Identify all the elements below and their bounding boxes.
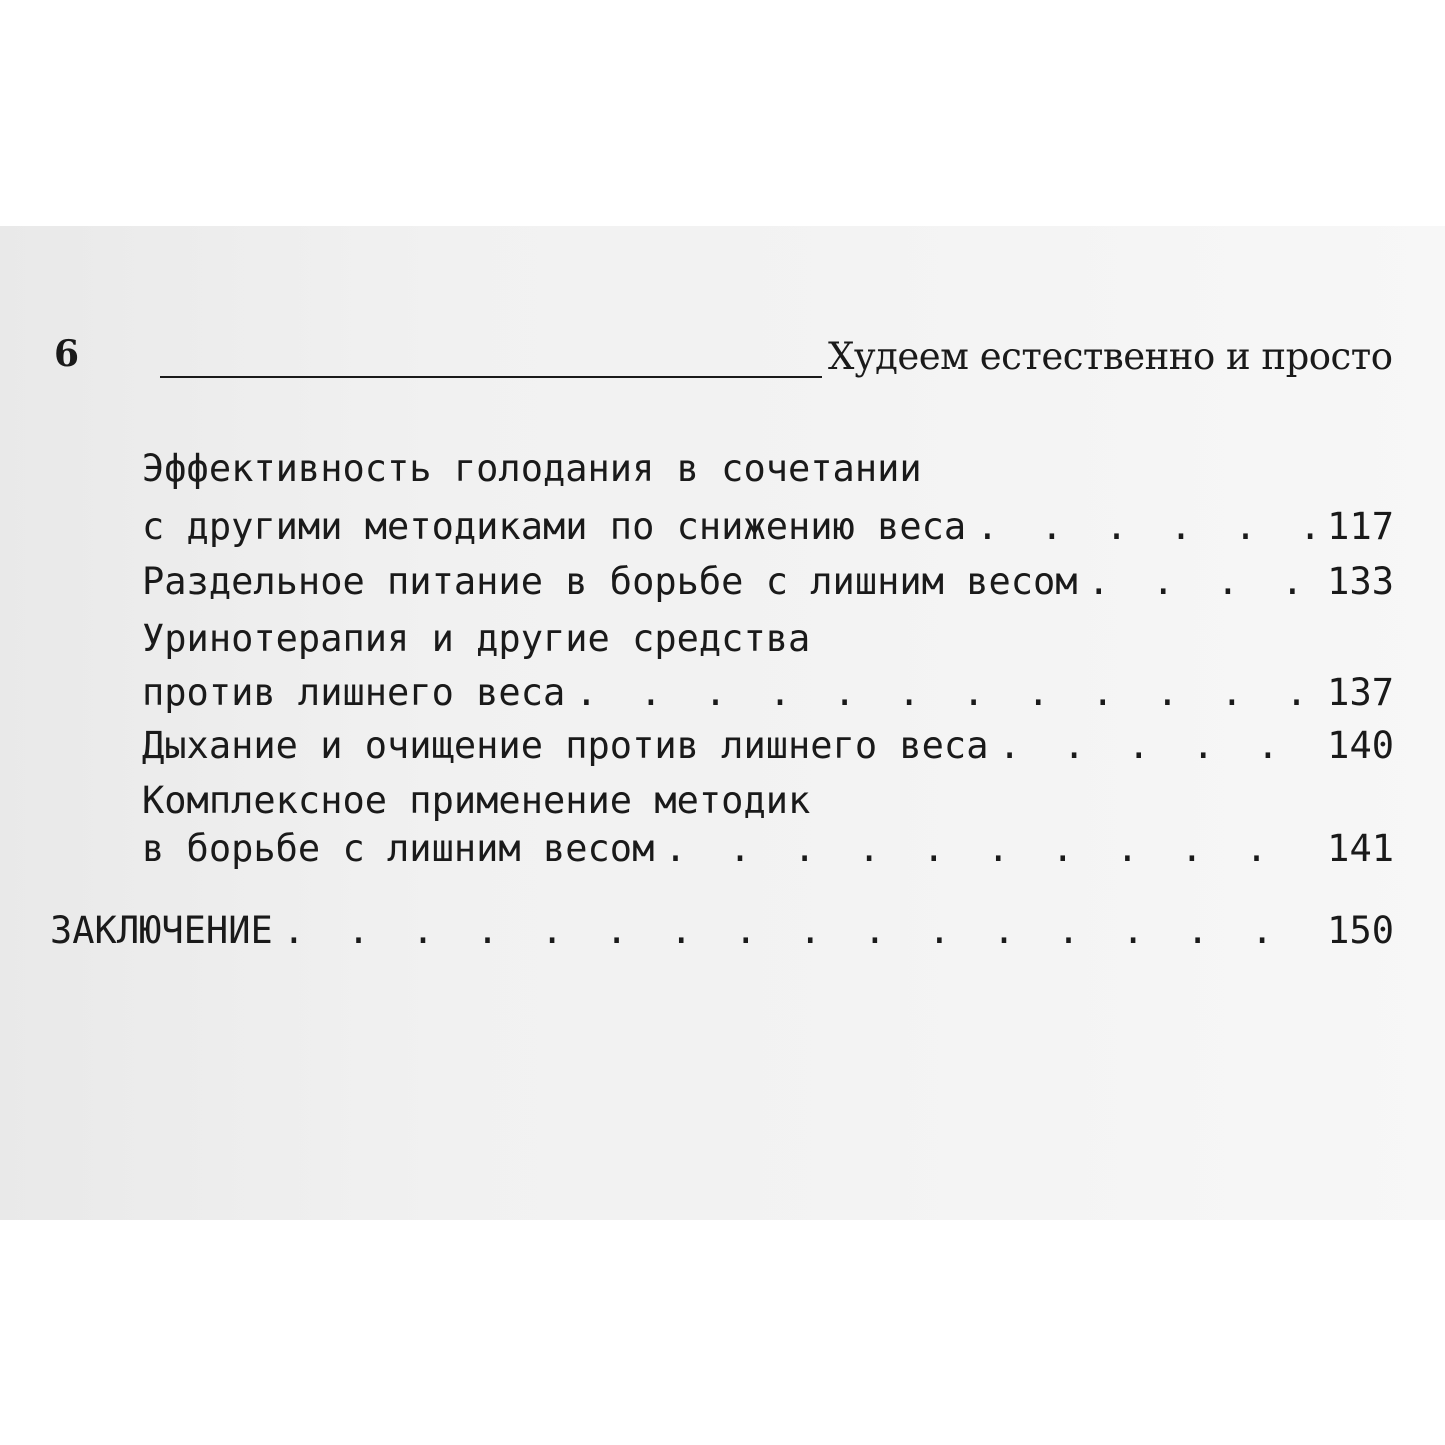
toc-entry-title: Уринотерапия и другие средства xyxy=(142,617,811,660)
toc-entry-title: с другими методиками по снижению веса xyxy=(142,505,967,548)
book-title: Худеем естественно и просто xyxy=(828,335,1393,378)
toc-entry-title: Раздельное питание в борьбе с лишним весом xyxy=(142,560,1078,603)
toc-entry-page: 133 xyxy=(1327,560,1394,603)
dot-leader xyxy=(1088,559,1318,605)
toc-entry-4 xyxy=(142,723,1394,769)
toc-entry-page: 117 xyxy=(1327,505,1394,548)
toc-entry-page: 137 xyxy=(1327,671,1394,714)
toc-entry-page: 140 xyxy=(1327,724,1394,767)
toc-entry-title: Комплексное применение методик xyxy=(142,779,811,822)
dot-leader xyxy=(976,504,1317,550)
toc-entry-title: Дыхание и очищение против лишнего веса xyxy=(142,724,989,767)
toc-entry-1-line1 xyxy=(142,446,1394,492)
toc-entry-1-line2 xyxy=(142,504,1394,550)
toc-entry-title: в борьбе с лишним весом xyxy=(142,827,655,870)
book-page xyxy=(0,226,1445,1220)
toc-entry-title: ЗАКЛЮЧЕНИЕ xyxy=(50,909,273,952)
dot-leader xyxy=(664,826,1317,872)
toc-conclusion xyxy=(50,908,1394,954)
toc-entry-2 xyxy=(142,559,1394,605)
dot-leader xyxy=(998,723,1317,769)
toc-entry-page: 150 xyxy=(1327,909,1394,952)
dot-leader xyxy=(283,908,1317,954)
page-number: 6 xyxy=(54,333,80,375)
dot-leader xyxy=(575,670,1317,716)
toc-entry-5-line2 xyxy=(142,826,1394,872)
toc-entry-3-line2 xyxy=(142,670,1394,716)
toc-entry-5-line1 xyxy=(142,778,1394,824)
table-of-contents xyxy=(0,226,1445,1220)
toc-entry-title: против лишнего веса xyxy=(142,671,566,714)
toc-entry-title: Эффективность голодания в сочетании xyxy=(142,447,922,490)
toc-entry-3-line1 xyxy=(142,616,1394,662)
toc-entry-page: 141 xyxy=(1327,827,1394,870)
